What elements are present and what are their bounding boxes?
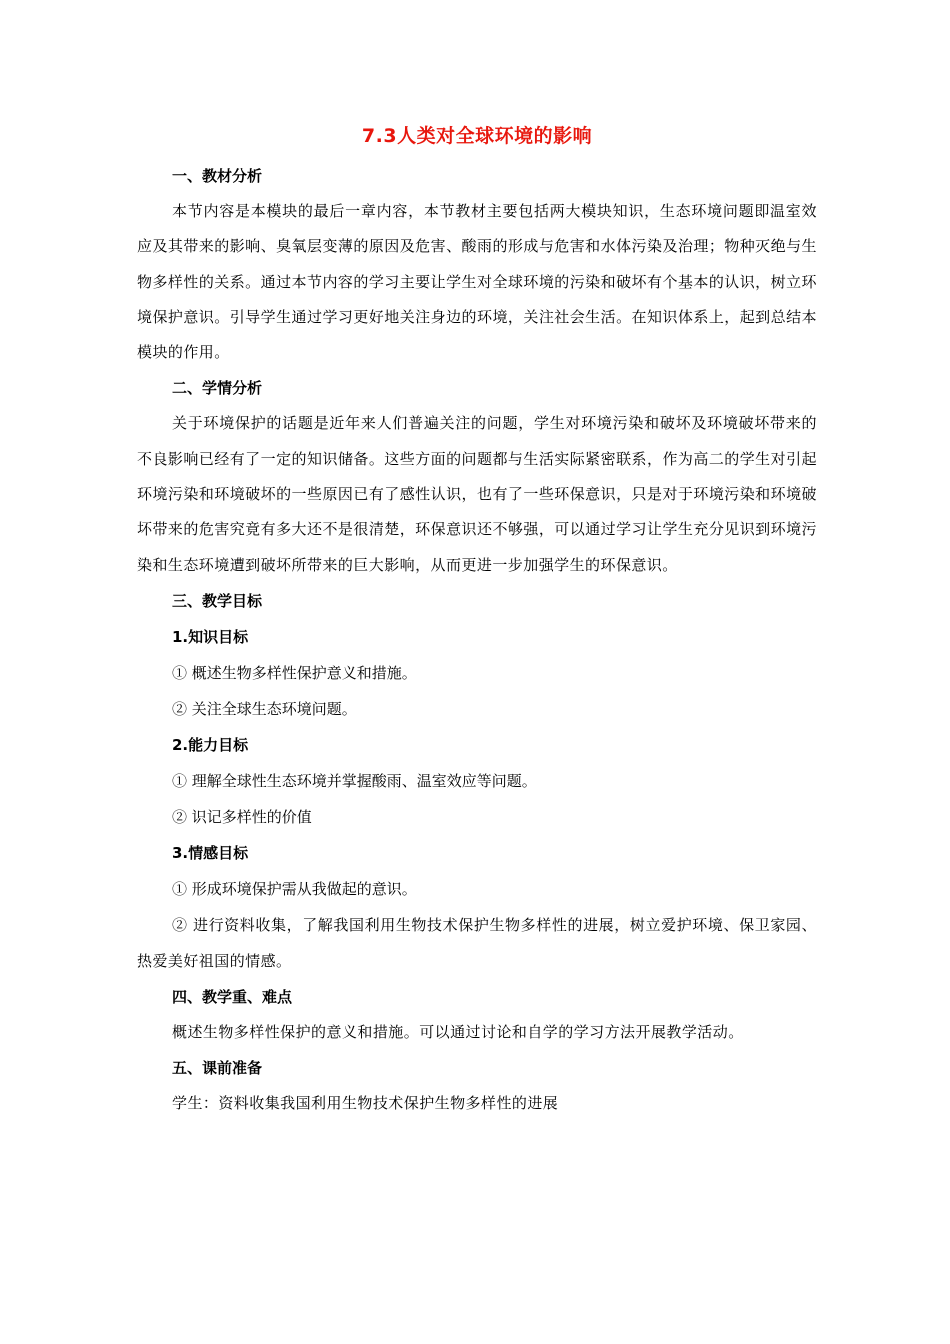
- section-paragraph: 学生：资料收集我国利用生物技术保护生物多样性的进展: [172, 1094, 559, 1113]
- section-teaching-objectives: [137, 583, 817, 979]
- document-title: 7.3人类对全球环境的影响: [361, 125, 593, 147]
- section-heading: 四、教学重、难点: [172, 987, 293, 1006]
- list-item: ① 概述生物多样性保护意义和措施。: [172, 663, 417, 682]
- section-paragraph: 本节内容是本模块的最后一章内容，本节教材主要包括两大模块知识，生态环境问题即温室效应及其带来的影响、臭氧层变薄的原因及危害、酸雨的形成与危害和水体污染及治理；物种灭绝与生物多样性的关系。通过本节内容的学习主要让学生对全球环境的污染和破坏有个基本的认识，树立环境保护意识。引导学生通过学习更好地关注身边的环境，关注社会生活。在知识体系上，起到总结本模块的作用。: [137, 202, 817, 362]
- subsection-heading-knowledge: 1.知识目标: [172, 627, 249, 646]
- section-heading: 五、课前准备: [172, 1059, 263, 1078]
- list-item: ① 理解全球性生态环境并掌握酸雨、温室效应等问题。: [172, 771, 537, 790]
- section-key-difficult-points: [137, 979, 817, 1050]
- list-item: ② 进行资料收集，了解我国利用生物技术保护生物多样性的进展，树立爱护环境、保卫家园、热爱美好祖国的情感。: [137, 915, 817, 970]
- section-textbook-analysis: [137, 158, 817, 370]
- section-student-analysis: [137, 370, 817, 582]
- list-item: ② 识记多样性的价值: [172, 807, 312, 826]
- section-heading: 三、教学目标: [172, 591, 263, 610]
- section-paragraph: 概述生物多样性保护的意义和措施。可以通过讨论和自学的学习方法开展教学活动。: [172, 1022, 744, 1041]
- list-item: ② 关注全球生态环境问题。: [172, 699, 357, 718]
- section-heading: 一、教材分析: [172, 167, 263, 185]
- subsection-heading-emotion: 3.情感目标: [172, 843, 249, 862]
- document-page: [137, 118, 817, 1122]
- section-heading: 二、学情分析: [172, 379, 263, 398]
- list-item: ① 形成环境保护需从我做起的意识。: [172, 879, 417, 898]
- section-preparation: [137, 1050, 817, 1121]
- subsection-heading-ability: 2.能力目标: [172, 735, 249, 754]
- section-paragraph: 关于环境保护的话题是近年来人们普遍关注的问题，学生对环境污染和破坏及环境破坏带来的不良影响已经有了一定的知识储备。这些方面的问题都与生活实际紧密联系，作为高二的学生对引起环境污染和环境破坏的一些原因已有了感性认识，也有了一些环保意识，只是对于环境污染和环境破坏带来的危害究竟有多大还不是很清楚，环保意识还不够强，可以通过学习让学生充分见识到环境污染和生态环境遭到破坏所带来的巨大影响，从而更进一步加强学生的环保意识。: [137, 414, 817, 574]
